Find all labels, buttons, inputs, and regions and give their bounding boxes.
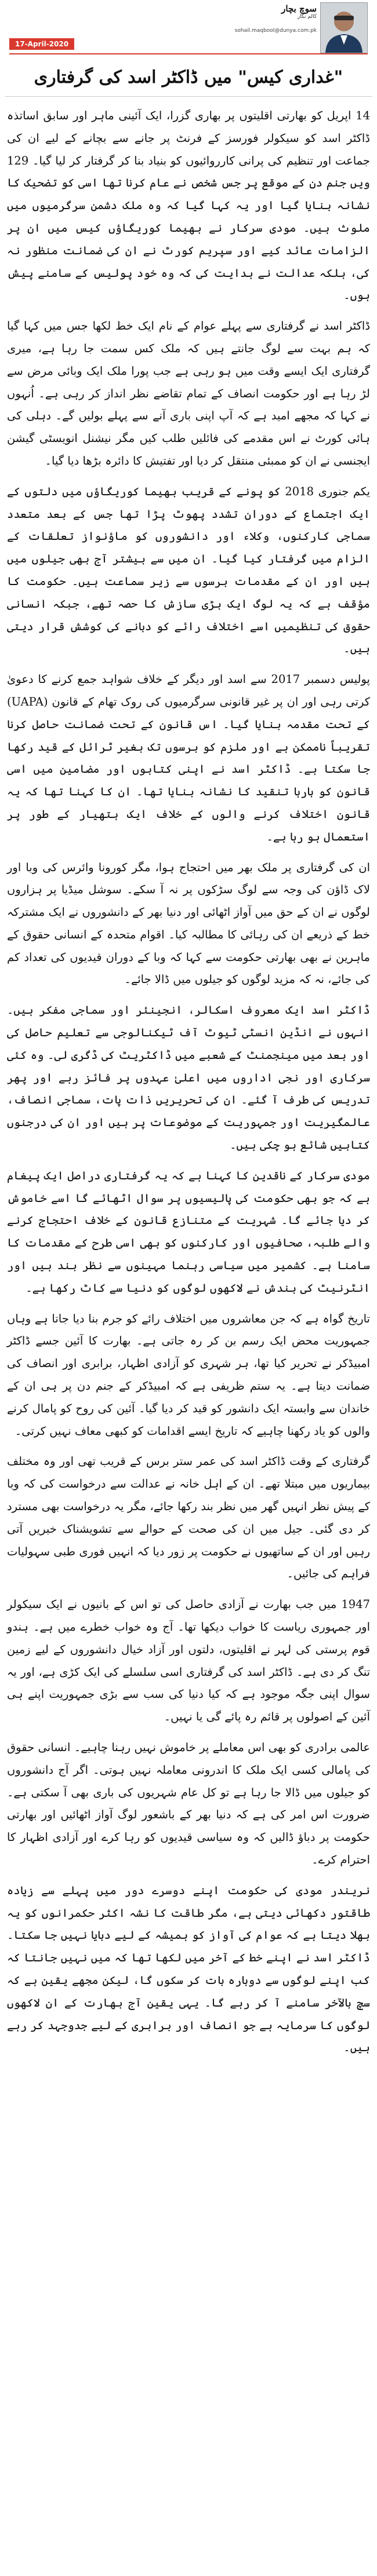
article-body xyxy=(5,105,372,2059)
article-paragraph: تاریخ گواہ ہے کہ جن معاشروں میں اختلاف رائے کو جرم بنا دیا جاتا ہے وہاں جمہوریت محض ایک رسم بن کر رہ جاتی ہے۔ بھارت کا آئین جسے ڈاکٹر امبیڈکر نے تحریر کیا تھا، ہر شہری کو آزادی اظہار، برابری اور انصاف کی ضمانت دیتا ہے۔ یہ ستم ظریفی ہے کہ امبیڈکر کے جنم دن پر ہی ان کے خاندان سے وابستہ ایک دانشور کو قید کر دیا گیا۔ آئین کی روح کو پامال کرنے والوں کو یاد رکھنا چاہیے کہ تاریخ ایسے اقدامات کو کبھی معاف نہیں کرتی۔ xyxy=(7,1311,370,1438)
article-paragraph: پولیس دسمبر 2017 سے اسد اور دیگر کے خلاف شواہد جمع کرنے کا دعویٰ کرتی رہی اور ان پر غیر قانونی سرگرمیوں کی روک تھام کے قانون (UAPA) کے تحت مقدمہ بنایا گیا۔ اس قانون کے تحت ضمانت حاصل کرنا تقریباً ناممکن ہے اور ملزم کو برسوں تک بغیر ٹرائل کے قید رکھا جا سکتا ہے۔ ڈاکٹر اسد نے اپنی کتابوں اور مضامین میں اسی قانون کو بارہا تنقید کا نشانہ بنایا تھا۔ ان کا کہنا تھا کہ یہ قانون اختلاف کرنے والوں کے خلاف ایک ہتھیار کے طور پر استعمال ہو رہا ہے۔ xyxy=(7,673,370,843)
article-paragraph: نریندر مودی کی حکومت اپنے دوسرے دور میں پہلے سے زیادہ طاقتور دکھائی دیتی ہے، مگر طاقت کا نشہ اکثر حکمرانوں کو یہ بھلا دیتا ہے کہ عوام کی آواز کو ہمیشہ کے لیے دبایا نہیں جا سکتا۔ ڈاکٹر اسد نے اپنے خط کے آخر میں لکھا تھا کہ میں نہیں جانتا کہ کب اپنے لوگوں سے دوبارہ بات کر سکوں گا، لیکن مجھے یقین ہے کہ سچ بالآخر سامنے آ کر رہے گا۔ یہی یقین آج بھارت کے ان لاکھوں لوگوں کا سرمایہ ہے جو انصاف اور برابری کے لیے جدوجہد کر رہے ہیں۔ xyxy=(7,1883,370,2055)
author-email[interactable]: sohail.maqbool@dunya.com.pk xyxy=(234,28,317,34)
article-paragraph: مودی سرکار کے ناقدین کا کہنا ہے کہ یہ گرفتاری دراصل ایک پیغام ہے کہ جو بھی حکومت کی پالیسیوں پر سوال اٹھائے گا اسے خاموش کر دیا جائے گا۔ شہریت کے متنازع قانون کے خلاف احتجاج کرنے والے طلبہ، صحافیوں اور کارکنوں کو بھی اسی طرح کے مقدمات کا سامنا ہے۔ کشمیر میں سیاسی رہنما مہینوں سے نظر بند ہیں اور انٹرنیٹ کی بندش نے لاکھوں لوگوں کو دنیا سے کاٹ رکھا ہے۔ xyxy=(7,1168,370,1295)
article-paragraph: ان کی گرفتاری پر ملک بھر میں احتجاج ہوا، مگر کورونا وائرس کی وبا اور لاک ڈاؤن کی وجہ سے لوگ سڑکوں پر نہ آ سکے۔ سوشل میڈیا پر ہزاروں لوگوں نے ان کے حق میں آواز اٹھائی اور دنیا بھر کے دانشوروں نے ایک مشترکہ خط کے ذریعے ان کی رہائی کا مطالبہ کیا۔ اقوام متحدہ کے انسانی حقوق کے ماہرین نے بھی بھارتی حکومت سے کہا کہ وبا کے دوران قیدیوں کی تعداد کم کی جائے، نہ کہ مزید لوگوں کو جیلوں میں ڈالا جائے۔ xyxy=(7,860,370,986)
header-divider xyxy=(9,53,368,54)
article-paragraph: 14 اپریل کو بھارتی اقلیتوں پر بھاری گزرا، ایک آئینی ماہر اور سابق اساتذہ ڈاکٹر اسد کو سیکولر فورسز کے فرنٹ پر جانے سے بچانے کے لیے ان کی جماعت اور تنظیم کی پرانی کارروائیوں کو بنیاد بنا کر گرفتار کر لیا گیا۔ 129 ویں جنم دن کے موقع پر جس شخص نے عام کرنا تھا اسی کو تضحیک کا نشانہ بنایا گیا اور یہ کہا گیا کہ وہ ملک دشمن سرگرمیوں میں ملوث ہیں۔ مودی سرکار نے بھیما کوریگاؤں کیس میں ان پر الزامات عائد کیے اور سپریم کورٹ نے ان کی ضمانت منظور نہ کی، بلکہ عدالت نے ہدایت کی کہ وہ خود پولیس کے سامنے پیش ہوں۔ xyxy=(7,109,370,302)
article-paragraph: یکم جنوری 2018 کو پونے کے قریب بھیما کوریگاؤں میں دلتوں کے ایک اجتماع کے دوران تشدد پھوٹ پڑا تھا جس کے بعد متعدد سماجی کارکنوں، وکلاء اور دانشوروں کو ماؤنواز تعلقات کے الزام میں گرفتار کیا گیا۔ ان میں سے بیشتر آج بھی جیلوں میں ہیں اور ان کے مقدمات برسوں سے زیر سماعت ہیں۔ حکومت کا مؤقف ہے کہ یہ لوگ ایک بڑی سازش کا حصہ تھے، جبکہ انسانی حقوق کی تنظیمیں اسے اختلاف رائے کو دبانے کی کوشش قرار دیتی ہیں۔ xyxy=(7,484,370,656)
brand-name: سوچ بچار xyxy=(281,3,317,14)
column-header xyxy=(5,0,372,57)
author-photo-icon xyxy=(321,3,367,53)
date-badge: 17-April-2020 xyxy=(9,38,74,50)
headline-box xyxy=(5,59,372,97)
article-paragraph: 1947 میں جب بھارت نے آزادی حاصل کی تو اس کے بانیوں نے ایک سیکولر اور جمہوری ریاست کا خواب دیکھا تھا۔ آج وہ خواب خطرے میں ہے۔ ہندو قوم پرستی کی لہر نے اقلیتوں، دلتوں اور آزاد خیال دانشوروں کے لیے زمین تنگ کر دی ہے۔ ڈاکٹر اسد کی گرفتاری اسی سلسلے کی ایک کڑی ہے، اور یہ سوال اپنی جگہ موجود ہے کہ کیا دنیا کی سب سے بڑی جمہوریت اپنے ہی آئین کے اصولوں پر قائم رہ پائے گی یا نہیں۔ xyxy=(7,1598,370,1724)
article-paragraph: گرفتاری کے وقت ڈاکٹر اسد کی عمر ستر برس کے قریب تھی اور وہ مختلف بیماریوں میں مبتلا تھے۔ ان کے اہل خانہ نے عدالت سے درخواست کی کہ وبا کے پیش نظر انہیں گھر میں نظر بند رکھا جائے، مگر یہ درخواست بھی مسترد کر دی گئی۔ جیل میں ان کی صحت کے حوالے سے تشویشناک خبریں آتی رہیں اور ان کے ساتھیوں نے حکومت پر زور دیا کہ انہیں فوری طبی سہولیات فراہم کی جائیں۔ xyxy=(7,1455,370,1581)
article-paragraph: ڈاکٹر اسد نے گرفتاری سے پہلے عوام کے نام ایک خط لکھا جس میں کہا گیا کہ ہم بہت سے لوگ جانتے ہیں کہ ملک کس سمت جا رہا ہے، میری گرفتاری ایک ایسے وقت میں ہو رہی ہے جب پورا ملک ایک وبائی مرض سے لڑ رہا ہے اور حکومت انصاف کے تمام تقاضے نظر انداز کر رہی ہے۔ اُنہوں نے کہا کہ مجھے امید ہے کہ آپ اپنی باری آنے سے پہلے بولیں گے۔ دہلی کی ہائی کورٹ نے اس مقدمے کی فائلیں طلب کیں مگر نیشنل انویسٹی گیشن ایجنسی نے ان کو ممبئی منتقل کر دیا اور تفتیش کا دائرہ بڑھا دیا گیا۔ xyxy=(7,319,370,467)
brand-subtitle: کالم نگار xyxy=(297,14,317,20)
article-paragraph: عالمی برادری کو بھی اس معاملے پر خاموش نہیں رہنا چاہیے۔ انسانی حقوق کی پامالی کسی ایک ملک کا اندرونی معاملہ نہیں ہوتی۔ اگر آج دانشوروں کو جیلوں میں ڈالا جا رہا ہے تو کل عام شہریوں کی باری بھی آ سکتی ہے۔ ضرورت اس امر کی ہے کہ دنیا بھر کے باشعور لوگ آواز اٹھائیں اور بھارتی حکومت پر دباؤ ڈالیں کہ وہ سیاسی قیدیوں کو رہا کرے اور آزادی اظہار کا احترام کرے۔ xyxy=(7,1740,370,1866)
brand-logo xyxy=(235,3,317,23)
author-photo xyxy=(320,2,368,53)
article-paragraph: ڈاکٹر اسد ایک معروف اسکالر، انجینئر اور سماجی مفکر ہیں۔ انہوں نے انڈین انسٹی ٹیوٹ آف ٹیکنالوجی سے تعلیم حاصل کی اور بعد میں مینجمنٹ کے شعبے میں ڈاکٹریٹ کی ڈگری لی۔ وہ کئی سرکاری اور نجی اداروں میں اعلیٰ عہدوں پر فائز رہے اور پھر تدریس کی طرف آ گئے۔ ان کی تحریریں ذات پات، سماجی انصاف، عالمگیریت اور جمہوریت کے موضوعات پر ہیں اور ان کی درجنوں کتابیں شائع ہو چکی ہیں۔ xyxy=(7,1003,370,1152)
headline: "غداری کیس" میں ڈاکٹر اسد کی گرفتاری xyxy=(34,67,343,87)
